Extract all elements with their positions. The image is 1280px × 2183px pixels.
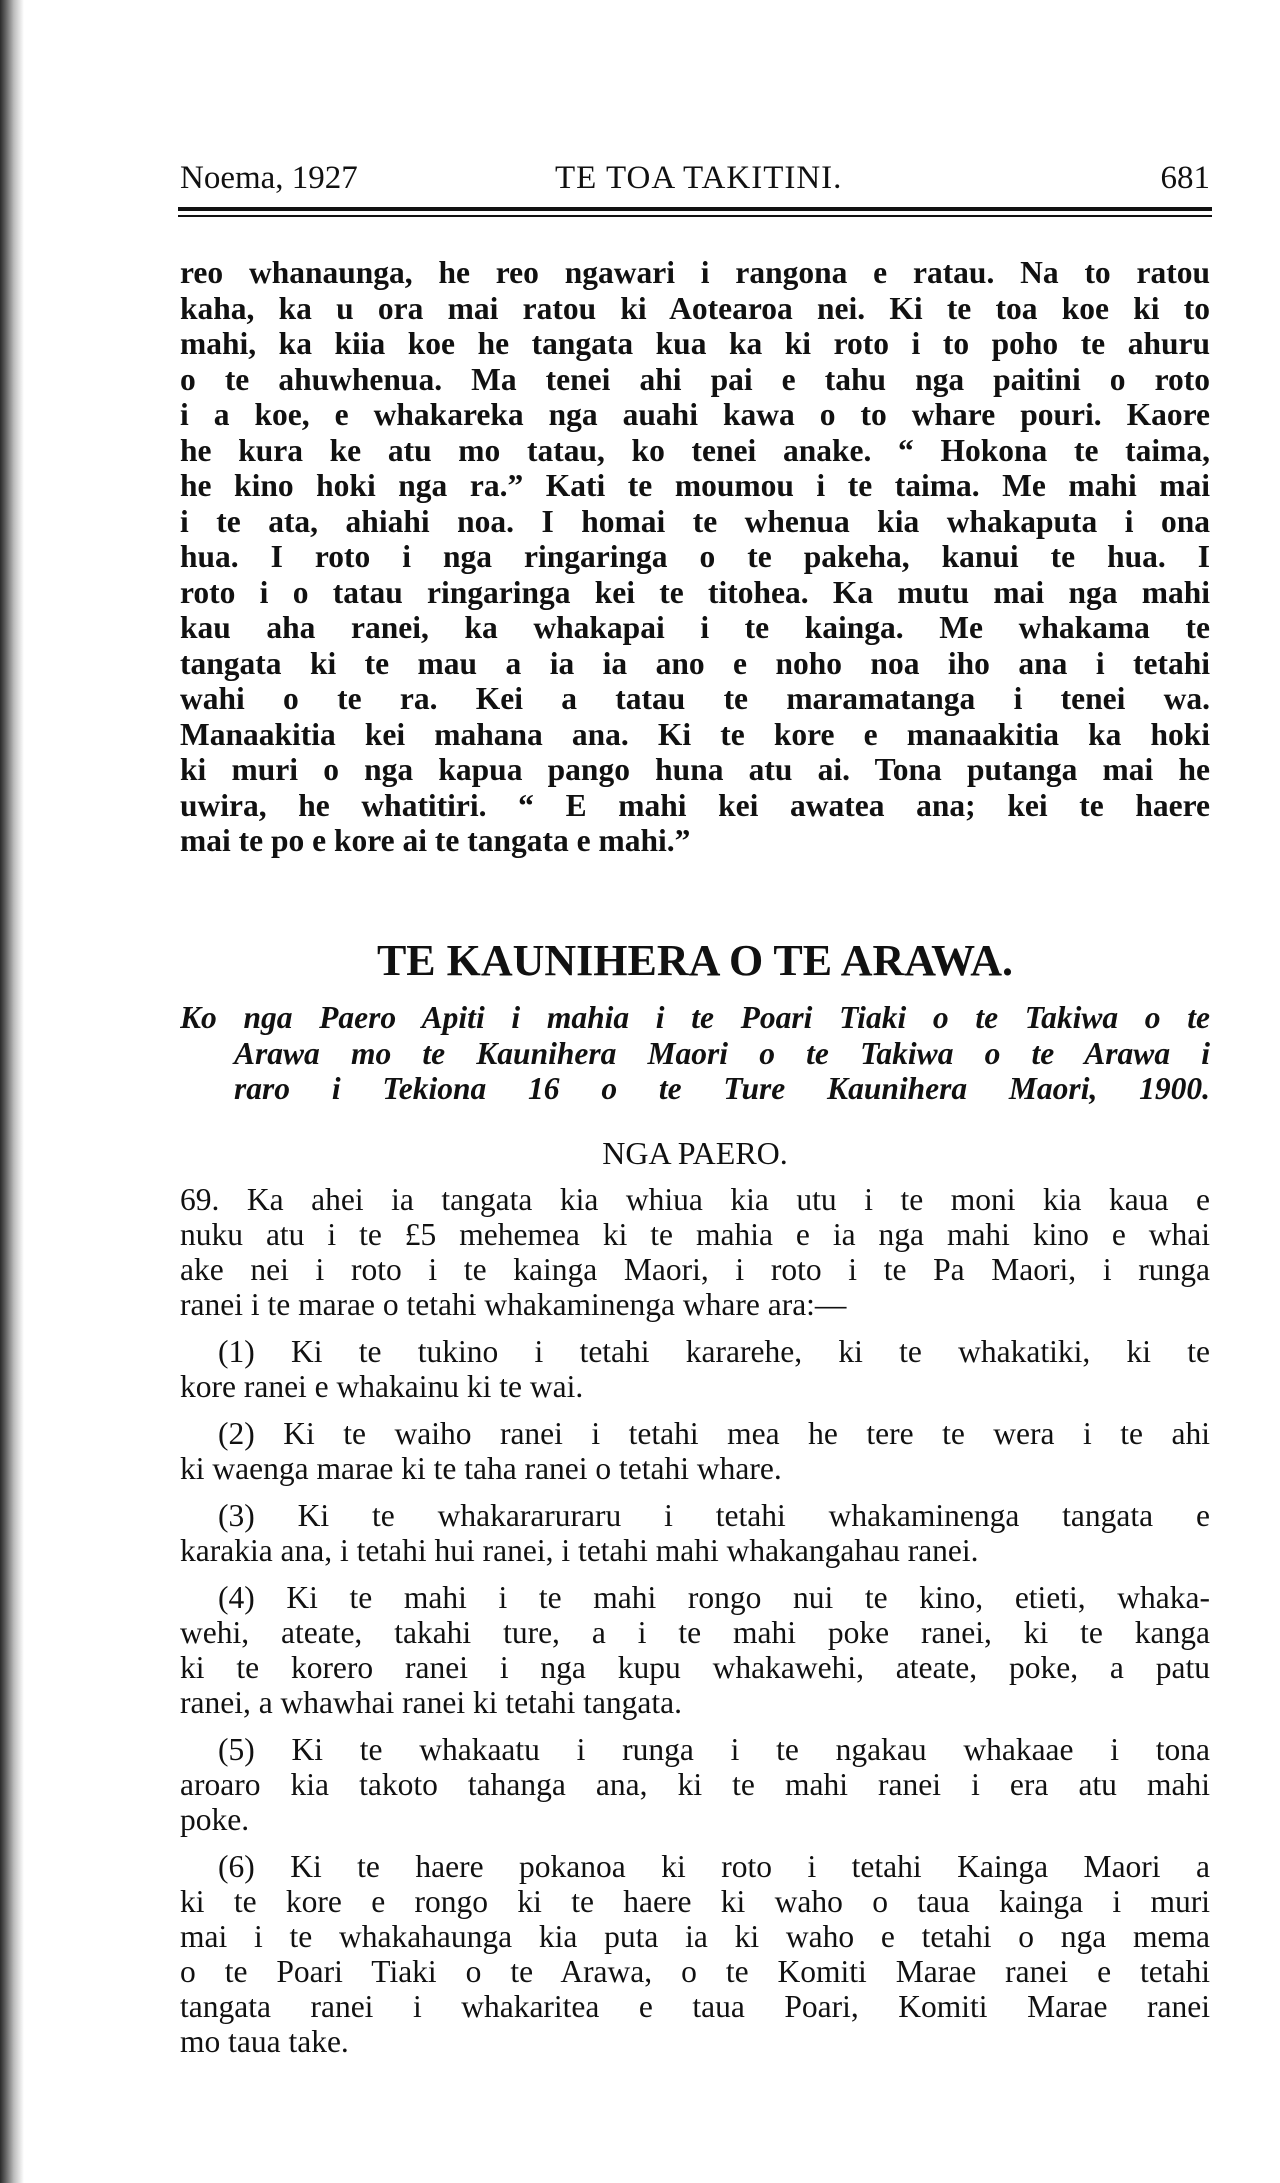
section-subtitle: [180, 1000, 1210, 1107]
text-line: uwira, he whatitiri. “ E mahi kei awatea ana; kei te haere: [180, 787, 1210, 823]
clause-line: ki te kore e rongo ki te haere ki waho o taua kainga i muri: [180, 1884, 1210, 1919]
text-line: tangata ki te mau a ia ia ano e noho noa iho ana i tetahi: [180, 645, 1210, 681]
text-line: kau aha ranei, ka whakapai i te kainga. Me whakama te: [180, 610, 1210, 645]
clause-item: [180, 1580, 1210, 1720]
text-line: he kino hoki nga ra.” Kati te moumou i te taima. Me mahi mai: [180, 468, 1210, 503]
header-title: TE TOA TAKITINI.: [555, 160, 843, 196]
sub-heading: NGA PAERO.: [602, 1135, 788, 1171]
text-line: wahi o te ra. Kei a tatau te maramatanga i tenei wa.: [180, 681, 1210, 716]
clause-line: (3) Ki te whakararuraru i tetahi whakaminenga tangata e: [218, 1498, 1210, 1533]
text-line: reo whanaunga, he reo ngawari i rangona e ratau. Na to ratou: [180, 255, 1210, 290]
text-line: ki muri o nga kapua pango huna atu ai. Tona putanga mai he: [180, 752, 1210, 787]
clause-item: [180, 1498, 1210, 1568]
clause-line: (6) Ki te haere pokanoa ki roto i tetahi Kainga Maori a: [218, 1849, 1210, 1884]
clause-item: [180, 1849, 1210, 2059]
rules-block: [180, 1182, 1210, 2059]
text-line: i te ata, ahiahi noa. I homai te whenua kia whakaputa i ona: [180, 503, 1210, 539]
clause-line: (5) Ki te whakaatu i runga i te ngakau whakaae i tona: [218, 1732, 1210, 1767]
clause-line: mai i te whakahaunga kia puta ia ki waho e tetahi o nga mema: [180, 1919, 1210, 1954]
clause-item: [180, 1334, 1210, 1404]
rule-69-paragraph: [180, 1182, 1210, 1322]
clause-line: kore ranei e whakainu ki te wai.: [180, 1369, 584, 1404]
text-line: o te ahuwhenua. Ma tenei ahi pai e tahu nga paitini o roto: [180, 361, 1210, 397]
text-line: i a koe, e whakareka nga auahi kawa o to whare pouri. Kaore: [180, 397, 1210, 432]
clause-line: wehi, ateate, takahi ture, a i te mahi poke ranei, ki te kanga: [180, 1615, 1210, 1650]
text-line: hua. I roto i nga ringaringa o te pakeha, kanui te hua. I: [180, 539, 1210, 574]
text-line: mahi, ka kiia koe he tangata kua ka ki roto i to poho te ahuru: [180, 326, 1210, 361]
clause-line: (2) Ki te waiho ranei i tetahi mea he tere te wera i te ahi: [218, 1416, 1210, 1451]
text-line: he kura ke atu mo tatau, ko tenei anake. “ Hokona te taima,: [180, 432, 1210, 468]
clause-line: ranei, a whawhai ranei ki tetahi tangata.: [180, 1685, 683, 1720]
intro-paragraph: [180, 255, 1210, 859]
rule-line: ranei i te marae o tetahi whakaminenga whare ara:—: [180, 1287, 847, 1322]
section-title: TE KAUNIHERA O TE ARAWA.: [376, 936, 1014, 985]
text-line: Manaakitia kei mahana ana. Ki te kore e manaakitia ka hoki: [180, 716, 1210, 752]
subtitle-line: Ko nga Paero Apiti i mahia i te Poari Tiaki o te Takiwa o te: [180, 1000, 1210, 1035]
text-line: mai te po e kore ai te tangata e mahi.”: [180, 823, 691, 858]
text-line: roto i o tatau ringaringa kei te titohea. Ka mutu mai nga mahi: [180, 574, 1210, 610]
clause-list: [180, 1334, 1210, 2059]
clause-line: (4) Ki te mahi i te mahi rongo nui te kino, etieti, whaka-: [218, 1580, 1210, 1615]
clause-line: ki te korero ranei i nga kupu whakawehi, ateate, poke, a patu: [180, 1650, 1210, 1685]
header-rule-thick: [178, 207, 1212, 211]
subtitle-line: raro i Tekiona 16 o te Ture Kaunihera Maori, 1900.: [234, 1071, 1210, 1106]
clause-line: tangata ranei i whakaritea e taua Poari, Komiti Marae ranei: [180, 1989, 1210, 2024]
rule-line: ake nei i roto i te kainga Maori, i roto i te Pa Maori, i runga: [180, 1252, 1210, 1287]
page-binding-edge: [0, 0, 24, 2183]
rule-line: nuku atu i te £5 mehemea ki te mahia e ia nga mahi kino e whai: [180, 1217, 1210, 1252]
clause-line: karakia ana, i tetahi hui ranei, i tetahi mahi whakangahau ranei.: [180, 1533, 979, 1568]
subtitle-line: Arawa mo te Kaunihera Maori o te Takiwa o te Arawa i: [234, 1035, 1210, 1071]
clause-line: ki waenga marae ki te taha ranei o tetahi whare.: [180, 1451, 782, 1486]
text-line: kaha, ka u ora mai ratou ki Aotearoa nei. Ki te toa koe ki to: [180, 290, 1210, 326]
header-rule-thin: [178, 215, 1212, 217]
header-date: Noema, 1927: [180, 160, 358, 196]
clause-line: (1) Ki te tukino i tetahi kararehe, ki te whakatiki, ki te: [218, 1334, 1210, 1369]
running-header: [180, 160, 1210, 210]
clause-item: [180, 1416, 1210, 1486]
clause-line: o te Poari Tiaki o te Arawa, o te Komiti Marae ranei e tetahi: [180, 1954, 1210, 1989]
rule-line: 69. Ka ahei ia tangata kia whiua kia utu i te moni kia kaua e: [180, 1182, 1210, 1217]
clause-line: aroaro kia takoto tahanga ana, ki te mahi ranei i era atu mahi: [180, 1767, 1210, 1802]
page-number: 681: [1160, 160, 1210, 196]
clause-line: mo taua take.: [180, 2024, 349, 2059]
clause-item: [180, 1732, 1210, 1837]
clause-line: poke.: [180, 1802, 250, 1837]
